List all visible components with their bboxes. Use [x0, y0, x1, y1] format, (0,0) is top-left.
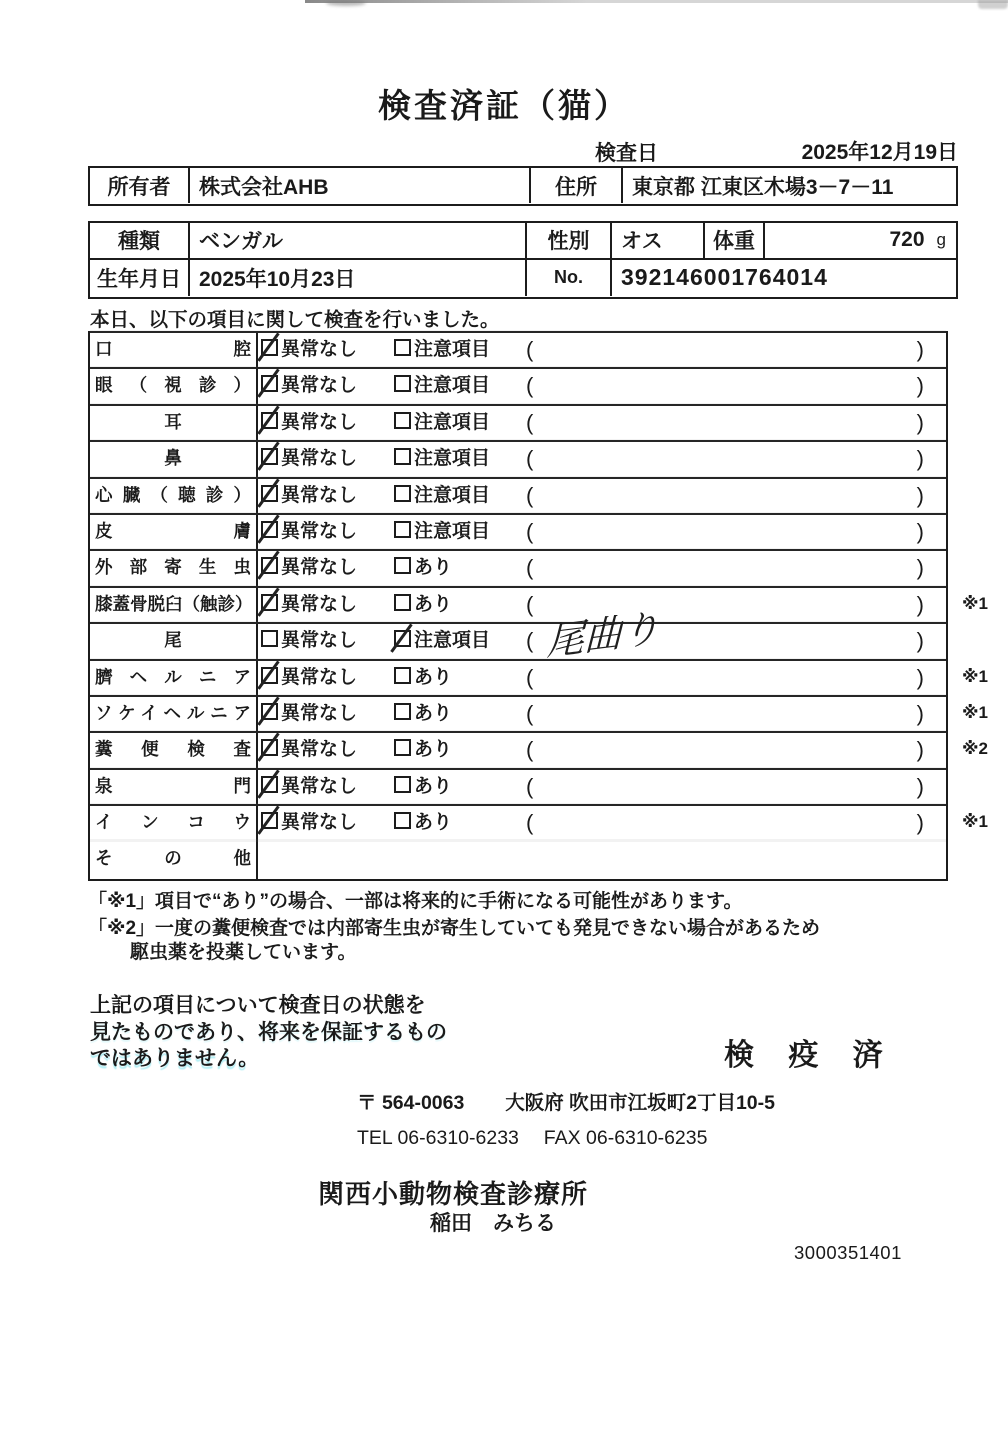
checkbox-label: 異常なし: [281, 339, 358, 360]
exam-row: [90, 551, 946, 587]
paren-close-mark: ): [916, 737, 924, 763]
pet-info-row-1: [90, 223, 956, 260]
paren-open-mark: (: [526, 773, 534, 799]
checkmark-icon: [257, 806, 279, 835]
option-no-abnormality[interactable]: [261, 551, 357, 585]
option-no-abnormality[interactable]: [261, 479, 357, 513]
option-attention[interactable]: [394, 515, 490, 549]
number-value: 392146001764014: [621, 264, 828, 291]
checkbox-icon: [394, 739, 411, 756]
checkbox-icon: [261, 703, 278, 720]
checkbox-icon: [394, 594, 411, 611]
exam-item-label: 鼻: [90, 442, 258, 476]
breed-value: ベンガル: [190, 223, 527, 258]
option-no-abnormality[interactable]: [261, 697, 357, 731]
weight-unit: g: [936, 230, 946, 250]
checkbox-icon: [394, 812, 411, 829]
paren-open-mark: (: [526, 628, 534, 654]
paren-open-mark: (: [526, 446, 534, 472]
paren-close-mark: ): [916, 700, 924, 726]
footnote-ref: ※2: [962, 739, 988, 759]
exam-row: [90, 442, 946, 478]
paren-close-mark: ): [916, 482, 924, 508]
exam-item-label: インコウ: [90, 806, 258, 842]
option-attention[interactable]: [394, 697, 452, 731]
option-no-abnormality[interactable]: [261, 406, 357, 440]
document-title: 検査済証（猫）: [378, 87, 630, 124]
clinic-address: 大阪府 吹田市江坂町2丁目10-5: [505, 1092, 775, 1114]
checkbox-icon: [261, 812, 278, 829]
exam-row: [90, 479, 946, 515]
option-attention[interactable]: [394, 369, 490, 403]
option-no-abnormality[interactable]: [261, 588, 357, 622]
checkbox-icon: [394, 485, 411, 502]
paren-open-mark: (: [526, 337, 534, 362]
checkbox-label: 注意項目: [414, 375, 491, 397]
checkbox-icon: [261, 594, 278, 611]
exam-item-label: 耳: [90, 406, 258, 440]
option-attention[interactable]: [394, 588, 452, 622]
exam-item-label: 泉門: [90, 770, 258, 804]
option-no-abnormality[interactable]: [261, 369, 357, 403]
paren-open-mark: (: [526, 409, 534, 435]
checkbox-icon: [394, 375, 411, 392]
paren-close-mark: ): [916, 628, 924, 654]
checkbox-label: 異常なし: [281, 666, 358, 688]
intro-text: 本日、以下の項目に関して検査を行いました。: [90, 309, 500, 331]
owner-label: 所有者: [90, 168, 190, 203]
paren-open-mark: (: [526, 700, 534, 726]
paren-close-mark: ): [916, 664, 924, 690]
checkmark-icon: [257, 587, 279, 616]
sex-value: オス: [612, 223, 705, 258]
checkmark-icon: [257, 696, 279, 725]
checkmark-icon: [257, 442, 279, 471]
option-no-abnormality[interactable]: [261, 442, 357, 476]
paren-open-mark: (: [526, 518, 534, 544]
postal-code: 564-0063: [381, 1092, 465, 1114]
option-no-abnormality[interactable]: [261, 661, 357, 695]
checkbox-icon: [261, 485, 278, 502]
checkbox-label: 注意項目: [414, 520, 491, 542]
checkbox-icon: [394, 448, 411, 465]
option-attention[interactable]: [394, 406, 490, 440]
checkbox-icon: [261, 375, 278, 392]
checkbox-label: 注意項目: [414, 339, 491, 360]
checkbox-label: あり: [414, 775, 453, 797]
checkmark-icon: [257, 405, 279, 434]
exam-row: [90, 333, 946, 369]
exam-row-other: [90, 842, 946, 878]
exam-row: [90, 733, 988, 769]
checkbox-label: あり: [414, 557, 453, 579]
paren-close-mark: ): [916, 409, 924, 435]
option-attention[interactable]: [394, 624, 490, 658]
inspection-date-label: 検査日: [595, 142, 658, 165]
pet-info-row-2: [90, 260, 956, 297]
footnote-ref: ※1: [962, 593, 988, 613]
option-attention[interactable]: [394, 806, 452, 840]
breed-label: 種類: [90, 223, 190, 258]
scan-artifact-smudge: [326, 0, 366, 6]
footnote-ref: ※1: [962, 666, 988, 686]
birthdate-value: 2025年10月23日: [190, 260, 527, 297]
checkbox-icon: [394, 630, 411, 647]
checkbox-label: 注意項目: [414, 448, 491, 470]
paren-close-mark: ): [916, 373, 924, 399]
checkbox-label: 注意項目: [414, 411, 491, 433]
owner-row: [90, 168, 956, 203]
paren-close-mark: ): [916, 518, 924, 544]
option-no-abnormality[interactable]: [261, 770, 357, 804]
checkbox-icon: [261, 776, 278, 793]
exam-item-label: 皮膚: [90, 515, 258, 549]
option-attention[interactable]: [394, 442, 490, 476]
checkbox-icon: [394, 776, 411, 793]
paren-close-mark: ): [916, 446, 924, 472]
number-label: No.: [527, 260, 612, 297]
paren-open-mark: (: [526, 591, 534, 617]
paren-close-mark: ): [916, 555, 924, 581]
disclaimer-line: ではありません。: [90, 1047, 260, 1070]
pet-info-table: [88, 221, 958, 299]
option-attention[interactable]: [394, 770, 452, 804]
disclaimer-line: 見たものであり、将来を保証するもの: [90, 1020, 447, 1044]
checkbox-label: 異常なし: [281, 557, 358, 579]
checkbox-label: 異常なし: [281, 375, 358, 397]
clinic-postal-line: [357, 1087, 775, 1115]
checkbox-icon: [261, 557, 278, 574]
checkbox-icon: [394, 521, 411, 538]
exam-item-label: 口腔: [90, 333, 258, 367]
option-no-abnormality[interactable]: [261, 806, 357, 840]
checkbox-label: 異常なし: [281, 702, 358, 724]
exam-item-label: 心臓（聴診）: [90, 479, 258, 513]
option-attention[interactable]: [394, 733, 452, 767]
address-value: 東京都 江東区木場3－7－11: [632, 175, 894, 199]
checkbox-label: 異常なし: [281, 520, 358, 542]
exam-table: [88, 331, 988, 881]
weight-label: 体重: [705, 223, 765, 258]
checkbox-label: 異常なし: [281, 812, 358, 834]
option-attention[interactable]: [394, 479, 490, 513]
checkbox-label: あり: [414, 739, 453, 761]
checkmark-icon: [390, 624, 412, 653]
paren-open-mark: (: [526, 664, 534, 690]
handwritten-note: 尾曲り: [546, 605, 660, 665]
checkbox-icon: [261, 667, 278, 684]
exam-item-label: 糞便検査: [90, 733, 258, 767]
checkbox-icon: [394, 667, 411, 684]
checkbox-icon: [394, 339, 411, 356]
paren-open-mark: (: [526, 555, 534, 581]
option-no-abnormality[interactable]: [261, 733, 357, 767]
checkbox-icon: [394, 557, 411, 574]
scan-artifact-line: [305, 0, 1008, 3]
exam-row: [90, 661, 988, 697]
checkbox-label: あり: [414, 812, 453, 834]
option-no-abnormality[interactable]: [261, 333, 357, 367]
owner-value: 株式会社AHB: [190, 168, 531, 203]
footnote-2: 「※2」一度の糞便検査では内部寄生虫が寄生していても発見できない場合があるため: [88, 918, 821, 939]
exam-row: [90, 406, 946, 442]
checkmark-icon: [257, 478, 279, 507]
weight-value: 720: [889, 228, 925, 252]
exam-row: [90, 605, 946, 665]
checkbox-icon: [261, 739, 278, 756]
checkmark-icon: [257, 769, 279, 798]
paren-close-mark: ): [916, 337, 924, 362]
other-value-area: [258, 842, 946, 878]
inspection-date-value: 2025年12月19日: [801, 141, 958, 164]
birthdate-label: 生年月日: [90, 260, 190, 297]
exam-row: [90, 697, 988, 733]
checkmark-icon: [257, 660, 279, 689]
owner-table: [88, 166, 958, 206]
disclaimer-line: 上記の項目について検査日の状態を: [90, 994, 426, 1017]
exam-row: [90, 515, 946, 551]
tel-number: TEL 06-6310-6233: [357, 1127, 519, 1149]
exam-item-label: 尾: [90, 624, 258, 658]
sex-label: 性別: [527, 223, 612, 258]
footnote-ref: ※1: [962, 702, 988, 722]
option-no-abnormality[interactable]: [261, 624, 357, 658]
document-number: 3000351401: [794, 1242, 902, 1263]
checkmark-icon: [257, 332, 279, 361]
clinic-name: 関西小動物検査診療所: [318, 1179, 589, 1209]
checkbox-icon: [394, 412, 411, 429]
exam-row: [90, 588, 988, 624]
checkbox-label: 異常なし: [281, 739, 358, 761]
checkbox-icon: [261, 412, 278, 429]
checkbox-label: あり: [414, 666, 453, 688]
footnote-2-continued: 駆虫薬を投薬しています。: [130, 942, 357, 963]
option-attention[interactable]: [394, 551, 452, 585]
checkbox-icon: [394, 703, 411, 720]
checkbox-label: 注意項目: [414, 484, 491, 506]
paren-open-mark: (: [526, 737, 534, 763]
quarantine-stamp: 検 疫 済: [724, 1039, 896, 1072]
option-attention[interactable]: [394, 333, 490, 367]
exam-item-label: ソケイヘルニア: [90, 697, 258, 731]
exam-item-label: 膝蓋骨脱臼（触診）: [90, 588, 258, 622]
checkbox-icon: [261, 339, 278, 356]
checkbox-icon: [261, 630, 278, 647]
paren-open-mark: (: [526, 810, 534, 836]
paren-close-mark: ): [916, 773, 924, 799]
address-label: 住所: [531, 168, 623, 203]
checkbox-label: 注意項目: [414, 630, 491, 652]
exam-row: [90, 770, 946, 806]
checkbox-label: 異常なし: [281, 411, 358, 433]
checkbox-icon: [261, 521, 278, 538]
disclaimer: [90, 993, 490, 1073]
exam-item-label: 眼（視診）: [90, 369, 258, 403]
paren-close-mark: ): [916, 810, 924, 836]
footnote-1: 「※1」項目で“あり”の場合、一部は将来的に手術になる可能性があります。: [88, 891, 743, 912]
checkbox-label: あり: [414, 593, 453, 615]
fax-number: FAX 06-6310-6235: [543, 1127, 708, 1149]
paren-open-mark: (: [526, 482, 534, 508]
checkbox-label: あり: [414, 702, 453, 724]
exam-row: [90, 369, 946, 405]
checkbox-label: 異常なし: [281, 484, 358, 506]
checkbox-label: 異常なし: [281, 775, 358, 797]
checkmark-icon: [257, 551, 279, 580]
checkbox-label: 異常なし: [281, 448, 358, 470]
checkbox-icon: [261, 448, 278, 465]
checkmark-icon: [257, 733, 279, 762]
exam-row: [90, 806, 988, 842]
paren-open-mark: (: [526, 373, 534, 399]
checkmark-icon: [257, 369, 279, 398]
option-attention[interactable]: [394, 661, 452, 695]
exam-item-label: その他: [90, 842, 258, 878]
examiner-name: 稲田 みちる: [430, 1212, 556, 1235]
checkmark-icon: [257, 514, 279, 543]
checkbox-label: 異常なし: [281, 593, 358, 615]
exam-item-label: 臍ヘルニア: [90, 661, 258, 695]
clinic-tel-line: [357, 1127, 707, 1150]
scan-artifact-smudge: [978, 0, 1008, 9]
option-no-abnormality[interactable]: [261, 515, 357, 549]
footnote-ref: ※1: [962, 812, 988, 832]
postal-mark: 〒: [357, 1092, 377, 1114]
exam-item-label: 外部寄生虫: [90, 551, 258, 585]
checkbox-label: 異常なし: [281, 630, 358, 652]
paren-close-mark: ): [916, 591, 924, 617]
